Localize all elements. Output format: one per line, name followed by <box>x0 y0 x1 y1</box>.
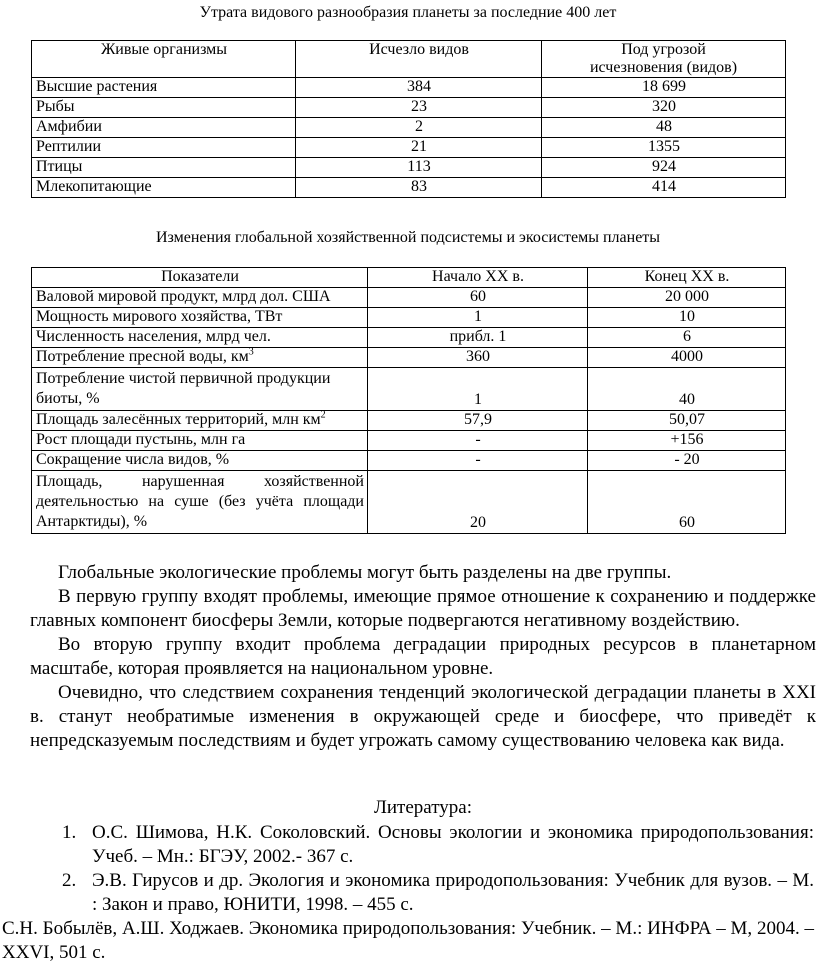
organism-cell: Млекопитающие <box>32 178 296 198</box>
column-header: Показатели <box>32 268 368 288</box>
indicator-cell: Рост площади пустынь, млн га <box>32 431 368 451</box>
table-header-row <box>32 41 786 78</box>
table-row <box>32 411 786 431</box>
table-row <box>32 178 786 198</box>
table-row <box>32 288 786 308</box>
indicator-cell: Площадь, нарушенная хозяйственной деятельностью на суше (без учёта площади Антарктиды), % <box>32 471 368 534</box>
end-value-cell: 60 <box>588 471 786 534</box>
species-loss-table <box>31 40 786 198</box>
reference-text: С.Н. Бобылёв, А.Ш. Ходжаев. Экономика природопользования: Учебник. – М.: ИНФРА – М, 2004. – XXVI, 501 с. <box>2 918 814 963</box>
endangered-cell: 320 <box>542 98 786 118</box>
end-value-cell: +156 <box>588 431 786 451</box>
end-value-cell: 6 <box>588 328 786 348</box>
table-row <box>32 431 786 451</box>
start-value-cell: прибл. 1 <box>368 328 588 348</box>
economy-ecosystem-table <box>31 267 786 534</box>
table-row <box>32 158 786 178</box>
start-value-cell: 60 <box>368 288 588 308</box>
extinct-cell: 113 <box>296 158 542 178</box>
start-value-cell: 20 <box>368 471 588 534</box>
indicator-label: Площадь залесённых территорий, млн км <box>36 411 321 428</box>
extinct-cell: 23 <box>296 98 542 118</box>
table2-caption: Изменения глобальной хозяйственной подсистемы и экосистемы планеты <box>155 229 661 246</box>
start-value-cell: - <box>368 451 588 471</box>
paragraph: В первую группу входят проблемы, имеющие прямое отношение к сохранению и поддержке главных компонент биосферы Земли, которые подвергаются негативному воздействию. <box>30 586 816 631</box>
table-row <box>32 328 786 348</box>
end-value-cell: 50,07 <box>588 411 786 431</box>
table-row <box>32 348 786 368</box>
endangered-cell: 18 699 <box>542 78 786 98</box>
extinct-cell: 83 <box>296 178 542 198</box>
column-header: Исчезло видов <box>296 41 542 78</box>
indicator-cell <box>32 348 368 368</box>
end-value-cell: 40 <box>588 368 786 411</box>
reference-text: О.С. Шимова, Н.К. Соколовский. Основы экологии и экономика природопользования: Учеб. – Мн.: БГЭУ, 2002.- 367 с. <box>92 822 814 867</box>
indicator-cell: Валовой мировой продукт, млрд дол. США <box>32 288 368 308</box>
table-row <box>32 308 786 328</box>
start-value-cell: - <box>368 431 588 451</box>
extinct-cell: 2 <box>296 118 542 138</box>
start-value-cell: 57,9 <box>368 411 588 431</box>
endangered-cell: 924 <box>542 158 786 178</box>
indicator-cell: Мощность мирового хозяйства, ТВт <box>32 308 368 328</box>
reference-item <box>62 821 814 869</box>
organism-cell: Птицы <box>32 158 296 178</box>
end-value-cell: 10 <box>588 308 786 328</box>
extinct-cell: 21 <box>296 138 542 158</box>
paragraph: Глобальные экологические проблемы могут быть разделены на две группы. <box>58 562 672 583</box>
organism-cell: Рептилии <box>32 138 296 158</box>
reference-number: 1. <box>62 822 77 843</box>
unit-exponent: 2 <box>320 409 326 421</box>
table-row <box>32 368 786 411</box>
table-row <box>32 471 786 534</box>
reference-text: Э.В. Гирусов и др. Экология и экономика природопользования: Учебник для вузов. – М. : Закон и право, ЮНИТИ, 1998. – 455 с. <box>92 870 814 915</box>
indicator-label: Потребление пресной воды, км <box>36 348 249 365</box>
table-row <box>32 451 786 471</box>
end-value-cell: 4000 <box>588 348 786 368</box>
endangered-cell: 414 <box>542 178 786 198</box>
table-row <box>32 78 786 98</box>
start-value-cell: 360 <box>368 348 588 368</box>
indicator-cell <box>32 411 368 431</box>
table-row <box>32 98 786 118</box>
reference-item <box>62 869 814 917</box>
end-value-cell: 20 000 <box>588 288 786 308</box>
table-row <box>32 138 786 158</box>
extinct-cell: 384 <box>296 78 542 98</box>
unit-exponent: 3 <box>248 346 254 358</box>
paragraph: Во вторую группу входит проблема деградации природных ресурсов в планетарном масштабе, которая проявляется на национальном уровне. <box>30 634 816 679</box>
column-header: Начало XX в. <box>368 268 588 288</box>
organism-cell: Рыбы <box>32 98 296 118</box>
organism-cell: Амфибии <box>32 118 296 138</box>
table-header-row <box>32 268 786 288</box>
start-value-cell: 1 <box>368 308 588 328</box>
table-row <box>32 118 786 138</box>
column-header: Живые организмы <box>32 41 296 78</box>
column-header: Конец XX в. <box>588 268 786 288</box>
end-value-cell: - 20 <box>588 451 786 471</box>
table1-caption: Утрата видового разнообразия планеты за последние 400 лет <box>199 4 617 21</box>
reference-item <box>2 917 814 965</box>
endangered-cell: 1355 <box>542 138 786 158</box>
paragraph: Очевидно, что следствием сохранения тенденций экологической деградации планеты в XXI в. станут необратимые изменения в окружающей среде и биосфере, что приведёт к непредсказуемым последствиям и будет угрожать самому существованию человека как вида. <box>30 682 816 751</box>
literature-title: Литература: <box>374 797 472 818</box>
reference-number: 2. <box>62 870 77 891</box>
indicator-cell: Потребление чистой первичной продукции биоты, % <box>32 368 368 411</box>
start-value-cell: 1 <box>368 368 588 411</box>
body-text <box>30 561 816 753</box>
indicator-cell: Численность населения, млрд чел. <box>32 328 368 348</box>
endangered-cell: 48 <box>542 118 786 138</box>
column-header: Под угрозой исчезновения (видов) <box>542 41 786 78</box>
indicator-cell: Сокращение числа видов, % <box>32 451 368 471</box>
organism-cell: Высшие растения <box>32 78 296 98</box>
